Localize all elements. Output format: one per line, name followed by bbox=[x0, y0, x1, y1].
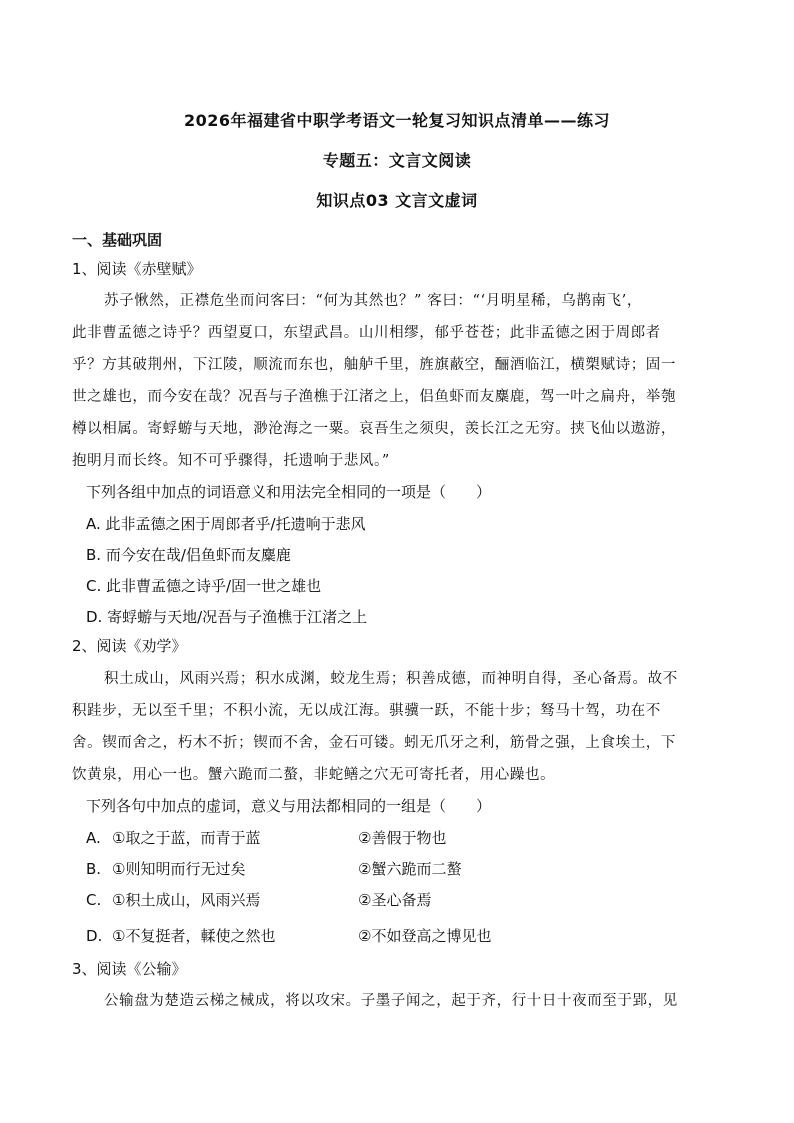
question-2-option-d-second: ②不如登高之博见也 bbox=[358, 927, 492, 945]
passage-line: 此非曹孟德之诗乎？西望夏口，东望武昌。山川相缪，郁乎苍苍；此非孟德之困于周郎者 bbox=[72, 325, 661, 341]
question-2-option-a-letter: A. bbox=[86, 829, 101, 847]
question-1-option-a: A. 此非孟德之困于周郎者乎/托遗响于悲风 bbox=[86, 515, 366, 533]
passage-line: 积土成山，风雨兴焉；积水成渊，蛟龙生焉；积善成德，而神明自得，圣心备焉。故不 bbox=[104, 671, 678, 687]
document-subtitle: 专题五：文言文阅读 bbox=[322, 151, 472, 170]
question-2-option-b-second: ②蟹六跪而二螯 bbox=[358, 860, 462, 878]
question-2-label: 2、阅读《劝学》 bbox=[72, 637, 187, 655]
question-2-option-c-letter: C. bbox=[86, 891, 102, 909]
passage-line: 世之雄也，而今安在哉？况吾与子渔樵于江渚之上，侣鱼虾而友麋鹿，驾一叶之扁舟，举匏 bbox=[72, 389, 676, 405]
passage-line: 樽以相属。寄蜉蝣与天地，渺沧海之一粟。哀吾生之须臾，羡长江之无穷。挟飞仙以遨游， bbox=[72, 421, 676, 437]
question-2-option-b-letter: B. bbox=[86, 860, 102, 878]
section-heading: 一、基础巩固 bbox=[72, 231, 163, 249]
passage-line: 苏子愀然，正襟危坐而问客曰：“何为其然也？” 客曰：“‘月明星稀，乌鹊南飞’， bbox=[104, 293, 642, 309]
question-1-option-b: B. 而今安在哉/侣鱼虾而友麋鹿 bbox=[86, 546, 291, 564]
question-2-option-c-second: ②圣心备焉 bbox=[358, 891, 432, 909]
topic-heading: 知识点03 文言文虚词 bbox=[316, 191, 478, 210]
passage-line: 饮黄泉，用心一也。蟹六跪而二螯，非蛇鳝之穴无可寄托者，用心躁也。 bbox=[72, 767, 556, 783]
question-1-label: 1、阅读《赤壁赋》 bbox=[72, 260, 202, 278]
question-1-prompt: 下列各组中加点的词语意义和用法完全相同的一项是（ ） bbox=[86, 483, 492, 501]
question-2-option-c-first: ①积土成山，风雨兴焉 bbox=[112, 891, 261, 909]
question-2-option-a-second: ②善假于物也 bbox=[358, 829, 447, 847]
passage-line: 舍。锲而舍之，朽木不折；锲而不舍，金石可镂。蚓无爪牙之利，筋骨之强，上食埃土，下 bbox=[72, 735, 676, 751]
passage-line: 抱明月而长终。知不可乎骤得，托遗响于悲风。” bbox=[72, 453, 390, 469]
question-2-option-b-first: ①则知明而行无过矣 bbox=[112, 860, 246, 878]
question-2-option-d-first: ①不复挺者，輮使之然也 bbox=[112, 927, 276, 945]
question-2-prompt: 下列各句中加点的虚词，意义与用法都相同的一组是（ ） bbox=[86, 797, 492, 815]
question-2-option-a-first: ①取之于蓝，而青于蓝 bbox=[112, 829, 261, 847]
question-1-option-d: D. 寄蜉蝣与天地/况吾与子渔樵于江渚之上 bbox=[86, 608, 368, 626]
question-3-label: 3、阅读《公输》 bbox=[72, 960, 187, 978]
passage-line: 积跬步，无以至千里；不积小流，无以成江海。骐骥一跃，不能十步；驽马十驾，功在不 bbox=[72, 703, 661, 719]
passage-line: 乎？方其破荆州，下江陵，顺流而东也，舳舻千里，旌旗蔽空，酾酒临江，横槊赋诗；固一 bbox=[72, 357, 676, 373]
document-title: 2026年福建省中职学考语文一轮复习知识点清单——练习 bbox=[183, 111, 611, 130]
question-2-option-d-letter: D. bbox=[86, 927, 103, 945]
passage-line: 公输盘为楚造云梯之械成，将以攻宋。子墨子闻之，起于齐，行十日十夜而至于郢，见 bbox=[104, 993, 678, 1009]
question-1-option-c: C. 此非曹孟德之诗乎/固一世之雄也 bbox=[86, 577, 322, 595]
